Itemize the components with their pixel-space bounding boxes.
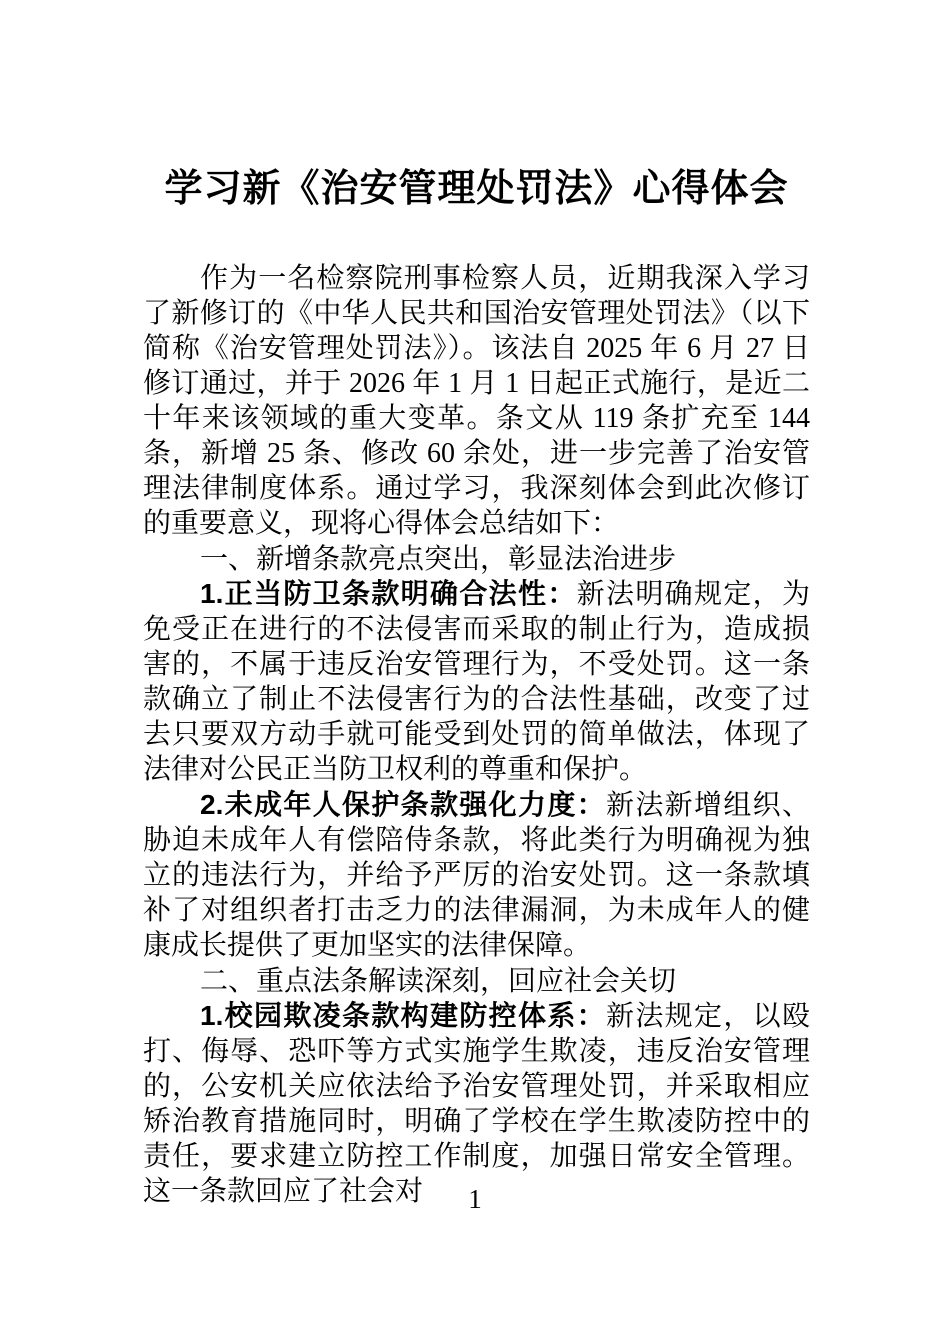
paragraph <box>143 998 810 1209</box>
document-body <box>143 261 810 1209</box>
document-title: 学习新《治安管理处罚法》心得体会 <box>164 168 789 210</box>
bold-text-run: 1.校园欺凌条款构建防控体系： <box>200 1000 606 1031</box>
text-run: 一、新增条款亮点突出，彰显法治进步 <box>200 543 677 574</box>
paragraph <box>143 576 810 787</box>
text-run: 作为一名检察院刑事检察人员，近期我深入学习了新修订的《中华人民共和国治安管理处罚法》（以下简称《治安管理处罚法》）。该法自 2025 年 6 月 27 日修订通过，并于 2026 年 1 月 1 日起正式施行，是近二十年来该领域的重大变革。条文从 119 条扩充至 144 条，新增 25 条、修改 60 余处，进一步完善了治安管理法律制度体系。通过学习，我深刻体会到此次修订的重要意义，现将心得体会总结如下： <box>143 263 810 539</box>
section-heading <box>143 541 810 576</box>
section-heading <box>143 963 810 998</box>
text-run: 二、重点法条解读深刻，回应社会关切 <box>200 965 677 996</box>
text-run: 新法规定，以殴打、侮辱、恐吓等方式实施学生欺凌，违反治安管理的，公安机关应依法给予治安管理处罚，并采取相应矫治教育措施同时，明确了学校在学生欺凌防控中的责任，要求建立防控工作制度，加强日常安全管理。这一条款回应了社会对 <box>143 1001 810 1207</box>
bold-text-run: 1.正当防卫条款明确合法性： <box>200 578 577 609</box>
text-run: 新法明确规定，为免受正在进行的不法侵害而采取的制止行为，造成损害的，不属于违反治安管理行为，不受处罚。这一条款确立了制止不法侵害行为的合法性基础，改变了过去只要双方动手就可能受到处罚的简单做法，体现了法律对公民正当防卫权利的尊重和保护。 <box>143 579 810 785</box>
bold-text-run: 2.未成年人保护条款强化力度： <box>200 789 606 820</box>
text-run: 新法新增组织、胁迫未成年人有偿陪侍条款，将此类行为明确视为独立的违法行为，并给予严厉的治安处罚。这一条款填补了对组织者打击乏力的法律漏洞，为未成年人的健康成长提供了更加坚实的法律保障。 <box>143 790 810 961</box>
page-number: 1 <box>468 1184 482 1214</box>
paragraph <box>143 787 810 963</box>
paragraph <box>143 261 810 541</box>
